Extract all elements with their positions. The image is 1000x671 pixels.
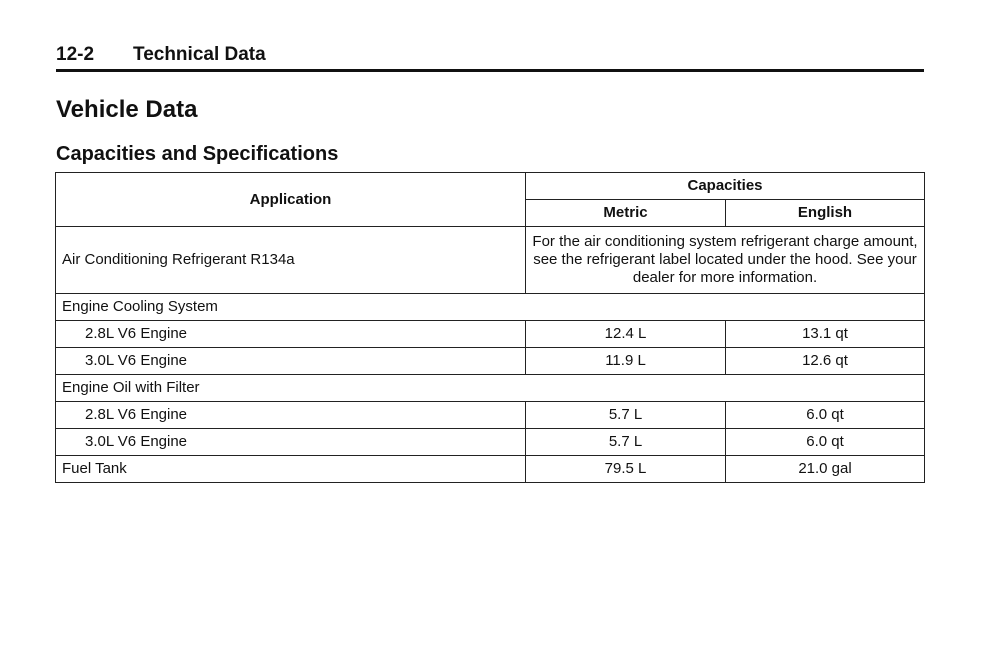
- metric-value: 5.7 L: [526, 429, 726, 456]
- metric-value: 79.5 L: [526, 456, 726, 483]
- page-number: 12-2: [56, 44, 95, 65]
- english-value: 13.1 qt: [726, 321, 925, 348]
- row-label: 2.8L V6 Engine: [56, 321, 526, 348]
- ac-note: For the air conditioning system refrigerant charge amount, see the refrigerant label located under the hood. See your dealer for more information.: [526, 227, 925, 294]
- table-row: [56, 348, 925, 375]
- capacities-header: Capacities: [526, 173, 925, 200]
- metric-value: 5.7 L: [526, 402, 726, 429]
- section-title: Technical Data: [133, 44, 266, 65]
- row-label: 3.0L V6 Engine: [56, 429, 526, 456]
- table-row: [56, 321, 925, 348]
- row-label: Engine Oil with Filter: [56, 375, 925, 402]
- metric-value: 11.9 L: [526, 348, 726, 375]
- page-header: [56, 44, 924, 72]
- row-label: Engine Cooling System: [56, 294, 925, 321]
- metric-value: 12.4 L: [526, 321, 726, 348]
- table-row: [56, 375, 925, 402]
- english-value: 21.0 gal: [726, 456, 925, 483]
- row-label: 2.8L V6 Engine: [56, 402, 526, 429]
- section-subtitle: Capacities and Specifications: [56, 143, 339, 165]
- row-label: Fuel Tank: [56, 456, 526, 483]
- row-label: 3.0L V6 Engine: [56, 348, 526, 375]
- table-row: [56, 294, 925, 321]
- english-header: English: [726, 200, 925, 227]
- page-title: Vehicle Data: [56, 96, 198, 123]
- table-header-row: [56, 173, 925, 200]
- english-value: 6.0 qt: [726, 402, 925, 429]
- ac-label: Air Conditioning Refrigerant R134a: [56, 227, 526, 294]
- metric-header: Metric: [526, 200, 726, 227]
- english-value: 6.0 qt: [726, 429, 925, 456]
- table-row: [56, 227, 925, 294]
- application-header: Application: [56, 173, 526, 227]
- english-value: 12.6 qt: [726, 348, 925, 375]
- table-row: [56, 429, 925, 456]
- table-row: [56, 456, 925, 483]
- capacities-table: [55, 172, 925, 483]
- table-row: [56, 402, 925, 429]
